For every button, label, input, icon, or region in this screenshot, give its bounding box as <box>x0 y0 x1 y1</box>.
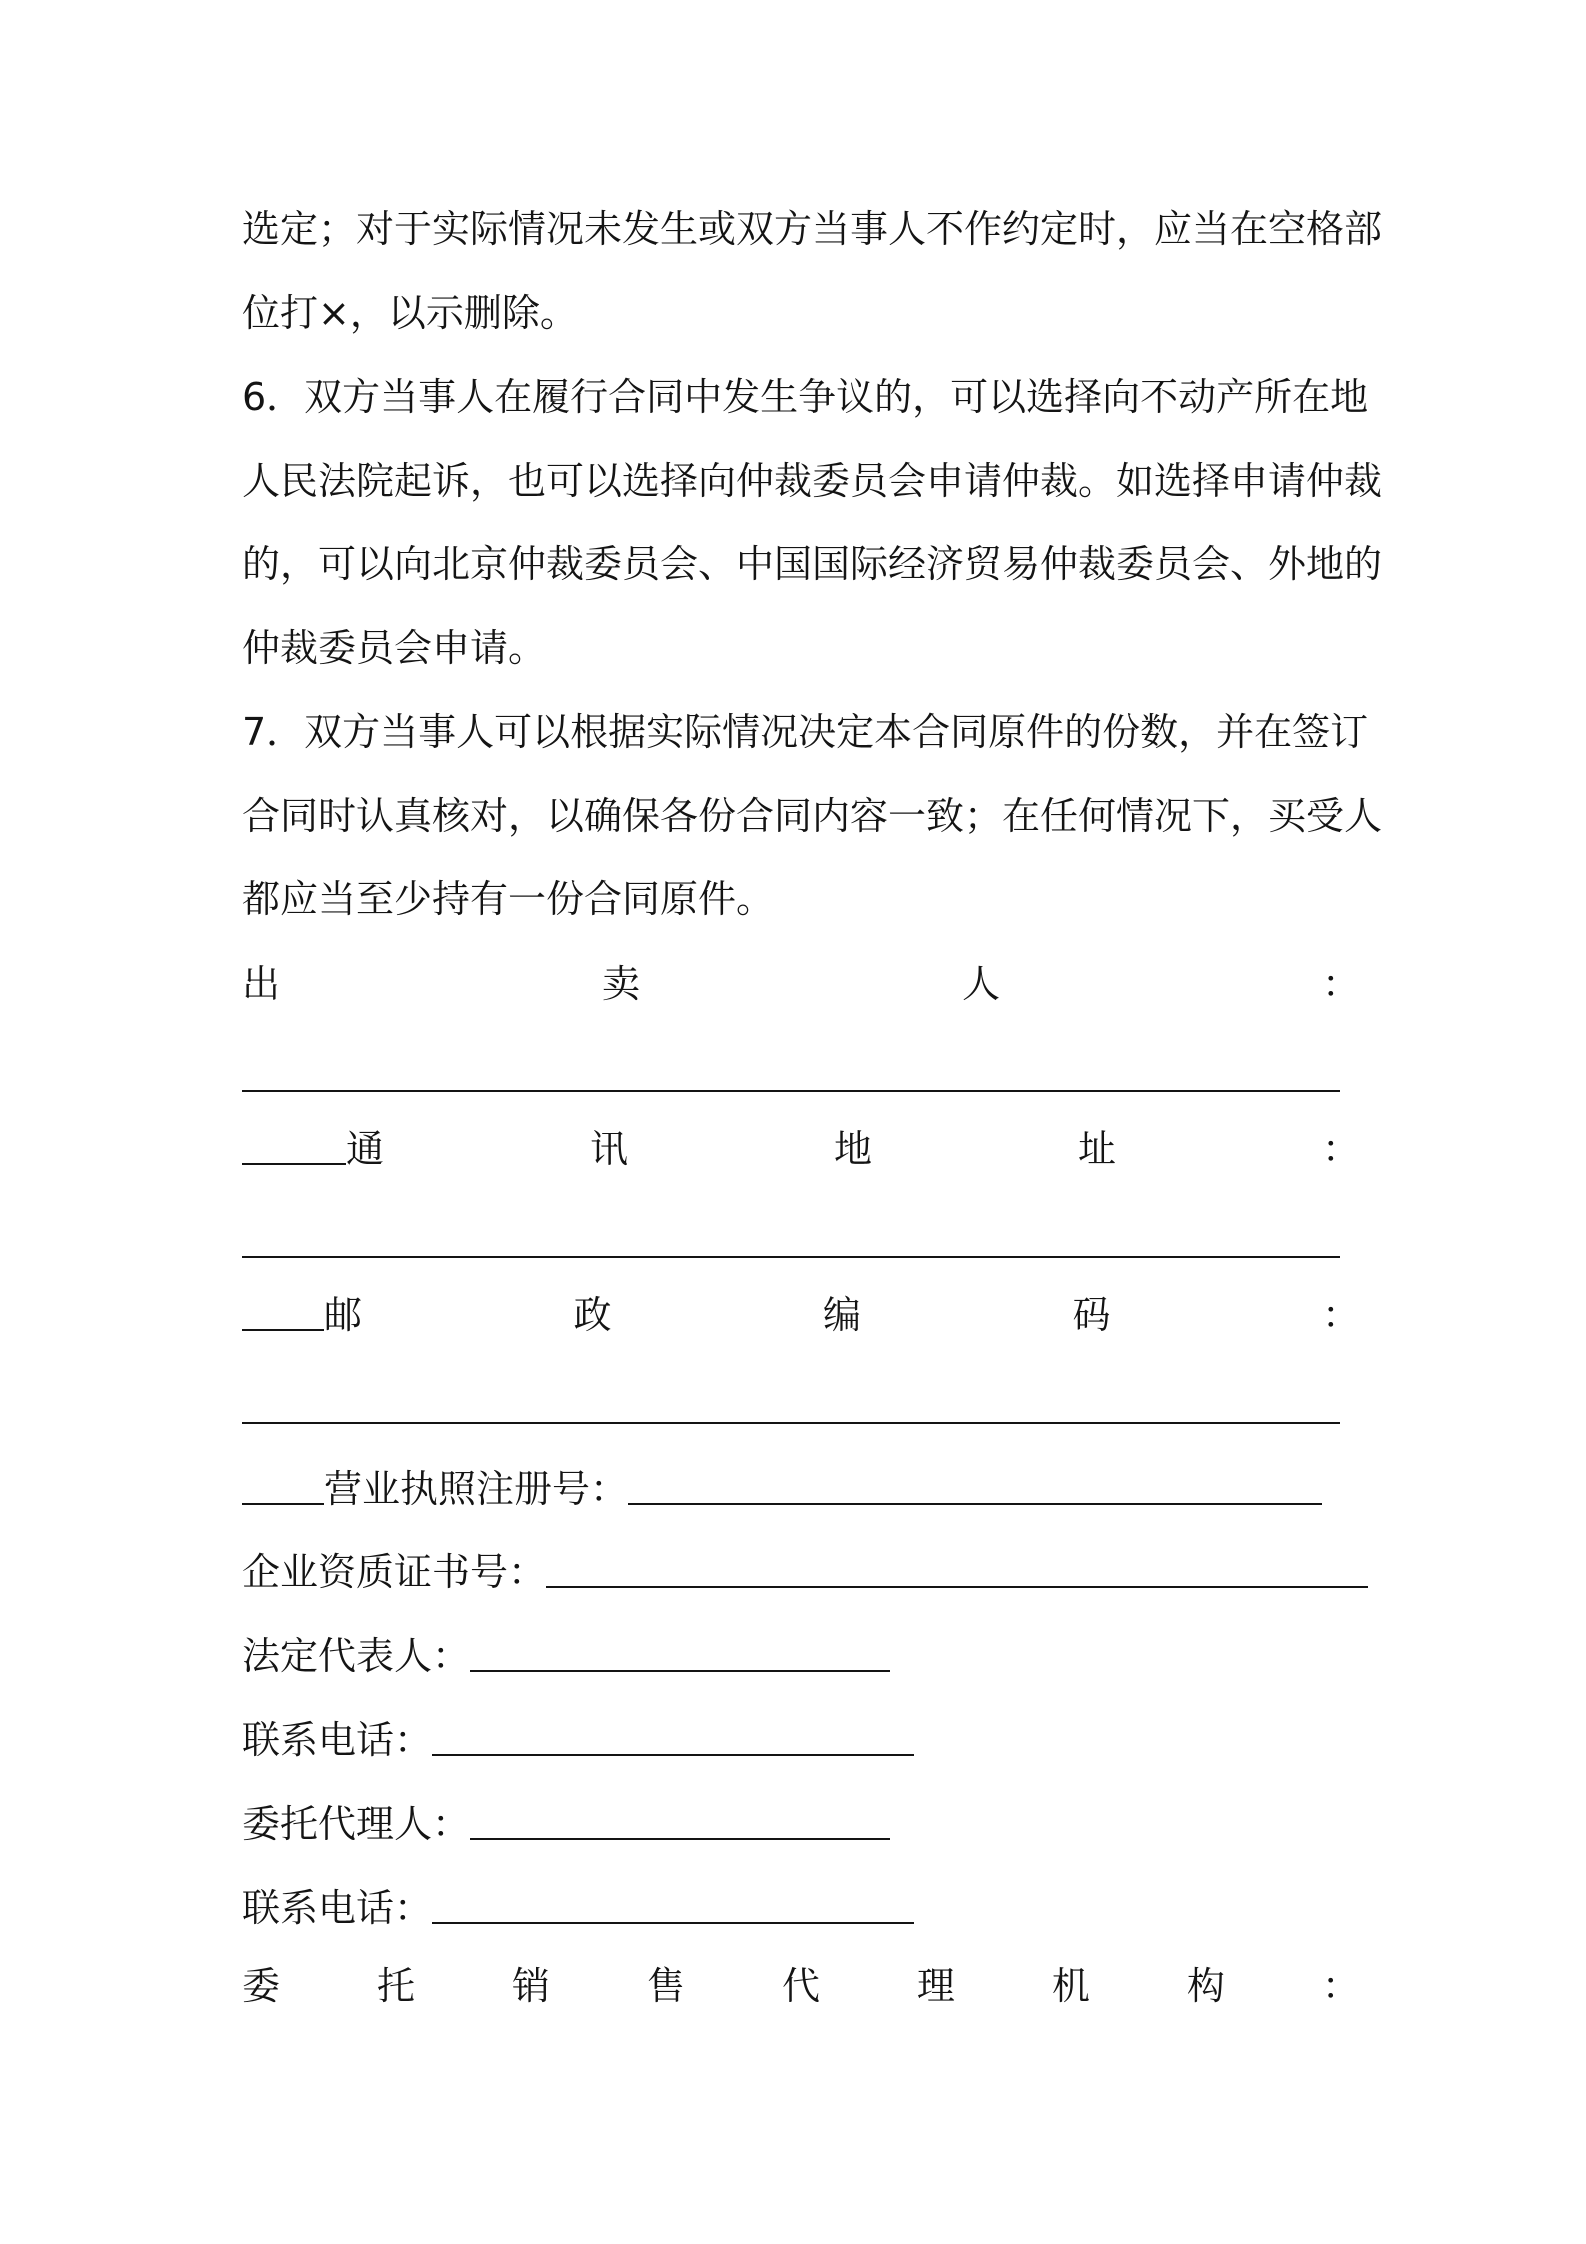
postcode-char: 政 <box>573 1293 612 1337</box>
license-label: 营业执照注册号： <box>324 1467 629 1511</box>
postcode-char: 邮 <box>324 1293 363 1337</box>
seller-colon: ： <box>1321 962 1360 1006</box>
clause-6-line-2: 人民法院起诉，也可以选择向仲裁委员会申请仲裁。如选择申请仲裁 <box>242 459 1383 503</box>
license-row <box>242 1465 1322 1513</box>
phone-blank-2[interactable] <box>432 1922 914 1924</box>
address-char: 地 <box>833 1127 872 1171</box>
address-lead-blank[interactable] <box>242 1163 346 1165</box>
seller-char: 卖 <box>601 962 640 1006</box>
address-char: 址 <box>1077 1127 1116 1171</box>
license-lead-blank[interactable] <box>242 1503 324 1505</box>
address-label-row <box>242 1125 1360 1173</box>
clause-6-line-1: 6．双方当事人在履行合同中发生争议的，可以选择向不动产所在地 <box>242 375 1369 419</box>
clause-7-line-1: 7．双方当事人可以根据实际情况决定本合同原件的份数，并在签订 <box>242 710 1369 754</box>
sales-agency-char: 代 <box>781 1964 820 2008</box>
clause-5-line-1: 选定；对于实际情况未发生或双方当事人不作约定时，应当在空格部 <box>242 207 1383 251</box>
address-colon: ： <box>1321 1127 1360 1171</box>
qualification-row <box>242 1548 1368 1596</box>
sales-agency-char: 售 <box>646 1964 685 2008</box>
postcode-lead-blank[interactable] <box>242 1329 324 1331</box>
agent-blank[interactable] <box>470 1838 890 1840</box>
legal-rep-blank[interactable] <box>470 1670 890 1672</box>
postcode-first <box>242 1291 362 1339</box>
phone-label-1: 联系电话： <box>242 1718 433 1762</box>
phone-row-2 <box>242 1884 914 1932</box>
sales-agency-char: 构 <box>1186 1964 1225 2008</box>
qualification-blank[interactable] <box>546 1586 1368 1588</box>
sales-agency-char: 销 <box>511 1964 550 2008</box>
seller-label-row <box>242 960 1360 1008</box>
phone-row-1 <box>242 1716 914 1764</box>
legal-rep-row <box>242 1632 890 1680</box>
phone-blank-1[interactable] <box>432 1754 914 1756</box>
license-blank[interactable] <box>628 1503 1322 1505</box>
clause-6-line-3: 的，可以向北京仲裁委员会、中国国际经济贸易仲裁委员会、外地的 <box>242 542 1383 586</box>
sales-agency-char: 委 <box>242 1964 281 2008</box>
agent-row <box>242 1800 890 1848</box>
clause-5-line-2: 位打×，以示删除。 <box>242 291 578 335</box>
sales-agency-colon: ： <box>1321 1964 1360 2008</box>
sales-agency-char: 托 <box>376 1964 415 2008</box>
clause-7-line-3: 都应当至少持有一份合同原件。 <box>242 877 775 921</box>
clause-6-line-4: 仲裁委员会申请。 <box>242 626 547 670</box>
qualification-label: 企业资质证书号： <box>242 1550 547 1594</box>
sales-agency-char: 机 <box>1051 1964 1090 2008</box>
postcode-label-row <box>242 1291 1360 1339</box>
seller-char: 人 <box>961 962 1000 1006</box>
postcode-colon: ： <box>1321 1293 1360 1337</box>
postcode-blank[interactable] <box>242 1422 1340 1424</box>
address-blank[interactable] <box>242 1256 1340 1258</box>
address-first <box>242 1125 384 1173</box>
address-char: 讯 <box>589 1127 628 1171</box>
phone-label-2: 联系电话： <box>242 1886 433 1930</box>
postcode-char: 编 <box>822 1293 861 1337</box>
seller-char: 出 <box>242 962 281 1006</box>
sales-agency-char: 理 <box>916 1964 955 2008</box>
legal-rep-label: 法定代表人： <box>242 1634 471 1678</box>
address-char: 通 <box>346 1127 385 1171</box>
seller-name-blank[interactable] <box>242 1090 1340 1092</box>
postcode-char: 码 <box>1072 1293 1111 1337</box>
agent-label: 委托代理人： <box>242 1802 471 1846</box>
sales-agency-label-row <box>242 1962 1360 2010</box>
clause-7-line-2: 合同时认真核对，以确保各份合同内容一致；在任何情况下，买受人 <box>242 794 1383 838</box>
